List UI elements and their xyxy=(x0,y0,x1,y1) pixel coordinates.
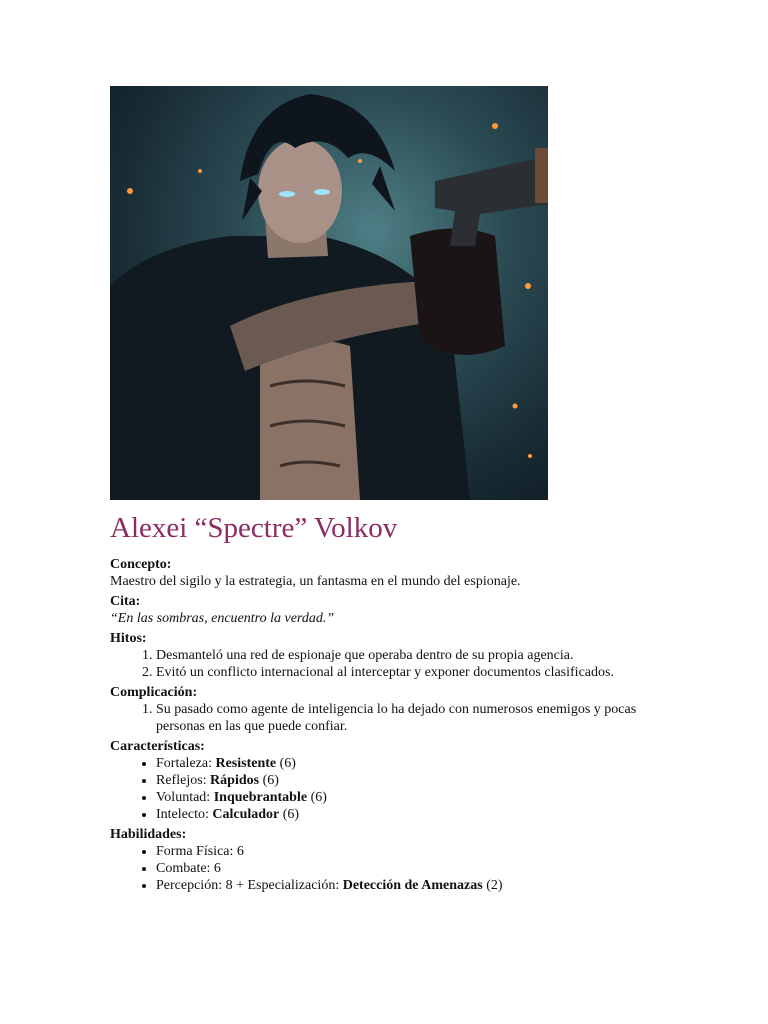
trait-value: Calculador xyxy=(212,807,280,822)
list-item xyxy=(156,877,655,894)
skill-label: Forma Física: 6 xyxy=(156,844,244,859)
trait-value: Rápidos xyxy=(210,773,260,788)
list-item xyxy=(156,806,655,823)
skill-label: Percepción: 8 + Especialización: xyxy=(156,878,343,893)
list-item: 1. Desmanteló una red de espionaje que operaba dentro de su propia agencia. xyxy=(156,647,655,664)
list-item xyxy=(156,843,655,860)
milestones-list xyxy=(110,647,655,681)
skills-heading: Habilidades: xyxy=(110,827,187,842)
character-name: Alexei “Spectre” Volkov xyxy=(110,512,398,544)
traits-heading: Características: xyxy=(110,739,205,754)
trait-score: (6) xyxy=(279,807,300,822)
list-item xyxy=(156,789,655,806)
trait-value: Resistente xyxy=(215,756,277,771)
skill-label: Combate: 6 xyxy=(156,861,221,876)
complication-list xyxy=(110,701,655,735)
trait-label: Reflejos: xyxy=(156,773,211,788)
trait-label: Fortaleza: xyxy=(156,756,216,771)
complication-heading: Complicación: xyxy=(110,685,198,700)
skills-list xyxy=(110,843,655,894)
list-item xyxy=(156,755,655,772)
concept-heading: Concepto: xyxy=(110,557,172,572)
trait-label: Voluntad: xyxy=(156,790,214,805)
character-sheet xyxy=(110,556,655,897)
quote-text: “En las sombras, encuentro la verdad.” xyxy=(110,611,335,626)
list-item xyxy=(156,860,655,877)
list-item: 1. Su pasado como agente de inteligencia lo ha dejado con numerosos enemigos y pocas personas en las que puede confiar. xyxy=(156,701,655,735)
trait-value: Inquebrantable xyxy=(213,790,308,805)
trait-score: (6) xyxy=(276,756,296,771)
trait-label: Intelecto: xyxy=(156,807,213,822)
concept-text: Maestro del sigilo y la estrategia, un fantasma en el mundo del espionaje. xyxy=(110,574,521,589)
armed-spy-portrait-icon xyxy=(110,86,548,500)
skill-specialization: Detección de Amenazas xyxy=(342,878,483,893)
quote-heading: Cita: xyxy=(110,594,141,609)
character-portrait xyxy=(110,86,548,500)
list-item xyxy=(156,772,655,789)
list-item: 2. Evitó un conflicto internacional al interceptar y exponer documentos clasificados. xyxy=(156,664,655,681)
skill-score: (2) xyxy=(482,878,503,893)
traits-list xyxy=(110,755,655,823)
trait-score: (6) xyxy=(259,773,279,788)
milestones-heading: Hitos: xyxy=(110,631,147,646)
trait-score: (6) xyxy=(307,790,327,805)
